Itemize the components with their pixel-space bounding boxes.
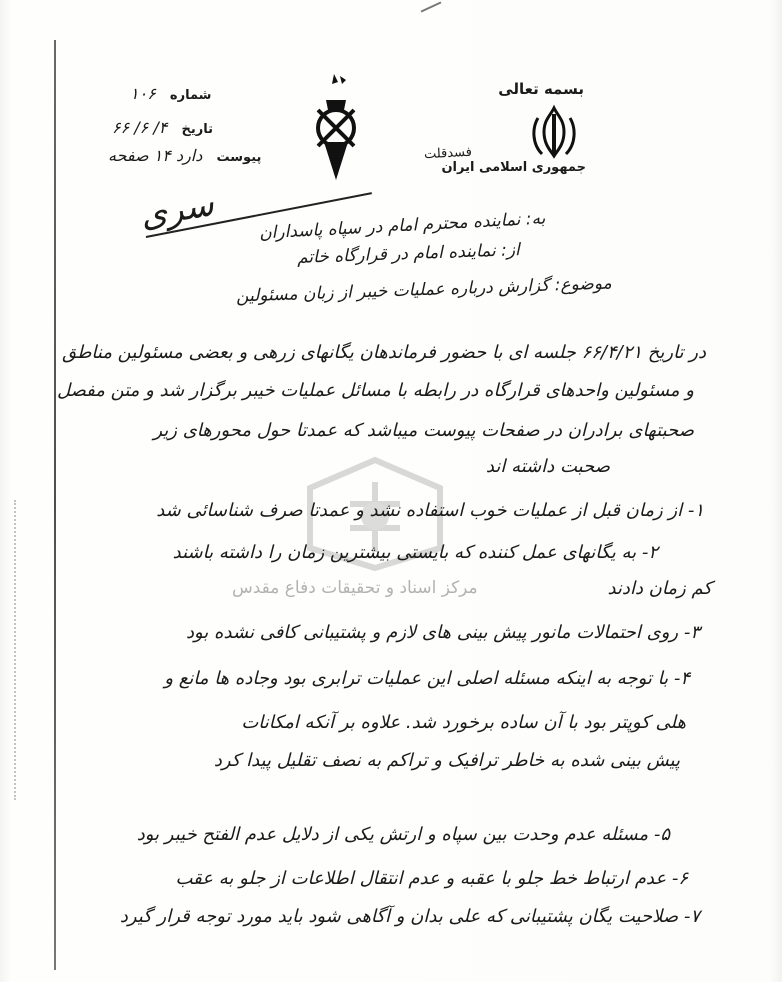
body-line: و مسئولین واحدهای قرارگاه در رابطه با مسائل عملیات خیبر برگزار شد و متن مفصل — [56, 380, 694, 401]
body-line: در تاریخ ۶۶/۴/۲۱ جلسه ای با حضور فرماندهان یگانهای زرهی و بعضی مسئولین مناطق — [62, 342, 706, 363]
list-item: ۳- روی احتمالات مانور پیش بینی های لازم و پشتیبانی کافی نشده بود — [185, 622, 700, 643]
letter-attachment — [108, 146, 261, 165]
unit-tag: فسدقلت — [423, 144, 473, 163]
number-label: شماره — [169, 88, 212, 103]
number-value: ۱۰۶ — [130, 84, 156, 103]
list-item: ۷- صلاحیت یگان پشتیبانی که علی بدان و آگاهی شود باید مورد توجه قرار گیرد — [119, 906, 700, 927]
letter-number — [130, 84, 211, 103]
date-value: ۴/ ۶/ ۶۶ — [112, 118, 168, 137]
scan-mark — [421, 1, 442, 12]
list-item: ۲- به یگانهای عمل کننده که بایستی بیشترین زمان را داشته باشند — [172, 542, 658, 563]
sender-line: از: نماینده امام در قرارگاه خاتم — [296, 240, 521, 268]
list-item: ۱- از زمان قبل از عملیات خوب استفاده نشد و عمدتا صرف شناسائی شد — [156, 500, 704, 521]
attachment-value: دارد ۱۴ صفحه — [108, 146, 203, 165]
irgc-emblem-icon — [306, 70, 364, 188]
date-label: تاریخ — [181, 122, 213, 137]
list-item: هلی کوپتر بود با آن ساده برخورد شد. علاوه بر آنکه امکانات — [241, 712, 686, 733]
list-item: پیش بینی شده به خاطر ترافیک و تراکم به نصف تقلیل پیدا کرد — [213, 750, 680, 771]
list-item: ۴- با توجه به اینکه مسئله اصلی این عملیات ترابری بود وجاده ها مانع و — [164, 668, 690, 689]
body-line: صحبت داشته اند — [485, 456, 610, 477]
iran-emblem-icon — [528, 104, 580, 160]
subject-line: موضوع: گزارش درباره عملیات خیبر از زبان مسئولین — [235, 273, 613, 307]
list-item: ۵- مسئله عدم وحدت بین سپاه و ارتش یکی از دلایل عدم الفتح خیبر بود — [136, 824, 670, 845]
classification-stamp: سری — [137, 183, 217, 237]
letter-date — [112, 118, 213, 137]
margin-dots — [14, 500, 20, 800]
recipient-line: به: نماینده محترم امام در سپاه پاسداران — [259, 208, 547, 244]
attachment-label: پیوست — [216, 150, 262, 165]
body-line: صحبتهای برادران در صفحات پیوست میباشد که عمدتا حول محورهای زیر — [153, 420, 694, 441]
list-item: کم زمان دادند — [607, 578, 712, 599]
country-caption: جمهوری اسلامی ایران — [441, 160, 586, 175]
basmala-heading: بسمه تعالی — [498, 80, 584, 98]
margin-rule — [54, 40, 56, 970]
watermark-text: مرکز اسناد و تحقیقات دفاع مقدس — [232, 578, 478, 598]
list-item: ۶- عدم ارتباط خط جلو با عقبه و عدم انتقال اطلاعات از جلو به عقب — [175, 868, 688, 889]
